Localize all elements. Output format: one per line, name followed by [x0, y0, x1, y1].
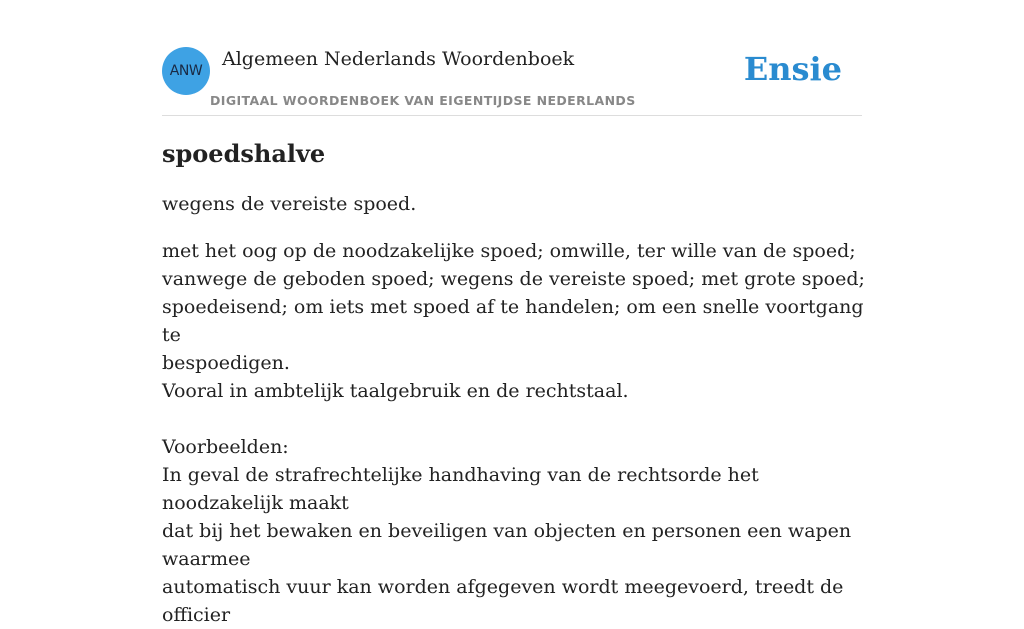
site-title[interactable]: Algemeen Nederlands Woordenboek	[222, 48, 575, 70]
anw-logo[interactable]: ANW	[162, 47, 210, 95]
usage-note: Vooral in ambtelijk taalgebruik en de rechtstaal.	[162, 380, 629, 402]
synonym-line: spoedeisend; om iets met spoed af te handelen; om een snelle voortgang te	[162, 296, 864, 346]
paragraph-spacer	[162, 405, 868, 433]
site-subtitle: DIGITAAL WOORDENBOEK VAN EIGENTIJDSE NEDERLANDS	[210, 93, 636, 108]
example-line: dat bij het bewaken en beveiligen van objecten en personen een wapen waarmee	[162, 520, 852, 570]
example-line: automatisch vuur kan worden afgegeven wordt meegevoerd, treedt de officier	[162, 576, 844, 626]
examples-label: Voorbeelden:	[162, 436, 289, 458]
entry-definition: wegens de vereiste spoed.	[162, 193, 417, 215]
entry-body	[162, 237, 868, 629]
entry-content	[162, 138, 868, 629]
entry-headword: spoedshalve	[162, 139, 326, 168]
synonym-line: met het oog op de noodzakelijke spoed; omwille, ter wille van de spoed;	[162, 240, 856, 262]
site-header	[162, 46, 862, 116]
ensie-brand-logo[interactable]: Ensie	[743, 50, 842, 88]
synonym-line: vanwege de geboden spoed; wegens de vereiste spoed; met grote spoed;	[162, 268, 865, 290]
synonym-line: bespoedigen.	[162, 352, 290, 374]
example-line: In geval de strafrechtelijke handhaving van de rechtsorde het noodzakelijk maakt	[162, 464, 759, 514]
